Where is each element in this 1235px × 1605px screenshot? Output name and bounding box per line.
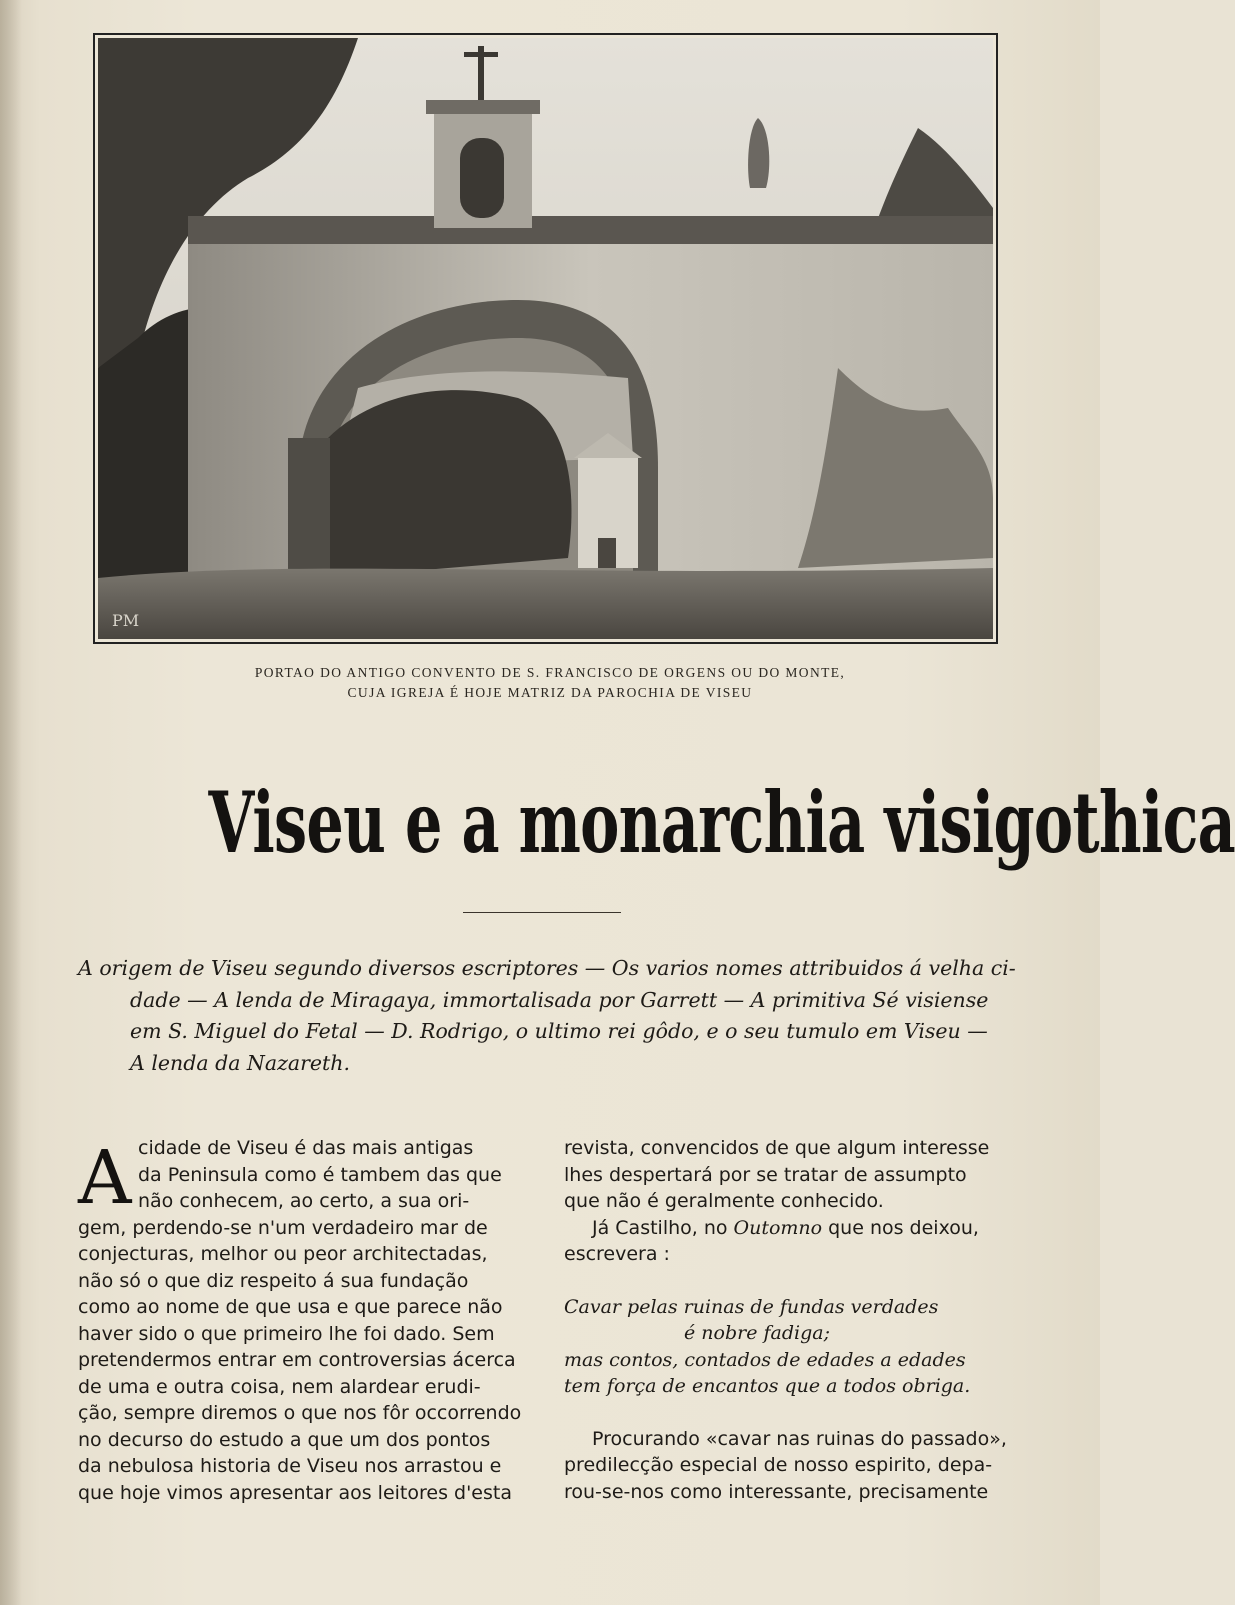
title-divider	[463, 912, 621, 913]
text-line: conjecturas, melhor ou peor architectadas,	[78, 1243, 488, 1265]
text-line: que não é geralmente conhecido.	[564, 1190, 884, 1212]
text-line: cidade de Viseu é das mais antigas	[138, 1137, 474, 1159]
verse-line: mas contos, contados de edades a edades	[564, 1348, 966, 1371]
summary-line: A origem de Viseu segundo diversos escriptores — Os varios nomes attribuidos á velha ci-	[78, 956, 1016, 980]
photo-signature: PM	[112, 611, 140, 630]
caption-line-2: CUJA IGREJA É HOJE MATRIZ DA PAROCHIA DE VISEU	[347, 685, 753, 700]
text-line: haver sido o que primeiro lhe foi dado. Sem	[78, 1322, 495, 1345]
caption-line-1: PORTAO DO ANTIGO CONVENTO DE S. FRANCISCO DE ORGENS OU DO MONTE,	[254, 665, 846, 680]
text-line: Já Castilho, no Outomno que nos deixou,	[564, 1215, 1012, 1242]
text-line: que hoje vimos apresentar aos leitores d'esta	[78, 1481, 512, 1504]
text-line: Procurando «cavar nas ruinas do passado»,	[592, 1427, 1007, 1450]
text-line: lhes despertará por se tratar de assumpto	[564, 1163, 967, 1186]
binding-shadow	[0, 0, 22, 1605]
photo-caption	[120, 663, 980, 703]
summary-line: em S. Miguel do Fetal — D. Rodrigo, o ultimo rei gôdo, e o seu tumulo em Viseu —	[130, 1019, 988, 1043]
text-line: revista, convencidos de que algum interesse	[564, 1137, 990, 1159]
drop-cap: A	[78, 1135, 132, 1221]
verse-line: tem força de encantos que a todos obriga.	[564, 1375, 971, 1397]
summary-line: dade — A lenda de Miragaya, immortalisada por Garrett — A primitiva Sé visiense	[130, 987, 989, 1012]
summary-line: A lenda da Nazareth.	[130, 1050, 351, 1075]
text-line: de uma e outra coisa, nem alardear erudi-	[78, 1375, 481, 1398]
text-line: gem, perdendo-se n'um verdadeiro mar de	[78, 1216, 488, 1239]
text-line: predilecção especial de nosso espirito, depa-	[564, 1454, 993, 1476]
left-column	[78, 1135, 520, 1506]
right-column	[564, 1135, 1012, 1505]
text-line: não só o que diz respeito á sua fundação	[78, 1269, 469, 1292]
book-title: Outomno	[733, 1216, 823, 1239]
text-line: pretendermos entrar em controversias ácerca	[78, 1349, 516, 1371]
text-line: escrevera :	[564, 1243, 670, 1265]
verse-line: é nobre fadiga;	[684, 1322, 830, 1344]
text-line: como ao nome de que usa e que parece não	[78, 1296, 503, 1318]
text-line: da nebulosa historia de Viseu nos arrastou e	[78, 1455, 502, 1477]
text-line: não conhecem, ao certo, a sua ori-	[138, 1190, 470, 1212]
article-title: Viseu e a monarchia visigothica	[208, 773, 1235, 872]
text-line: ção, sempre diremos o que nos fôr occorrendo	[78, 1402, 522, 1424]
text-line: rou-se-nos como interessante, precisamente	[564, 1480, 989, 1503]
text-line: da Peninsula como é tambem das que	[138, 1163, 502, 1186]
verse-line: Cavar pelas ruinas de fundas verdades	[564, 1295, 939, 1318]
text-line: no decurso do estudo a que um dos pontos	[78, 1428, 491, 1451]
photo-frame	[93, 33, 998, 644]
article-summary	[78, 953, 1016, 1079]
convent-gate-photo	[98, 38, 993, 639]
